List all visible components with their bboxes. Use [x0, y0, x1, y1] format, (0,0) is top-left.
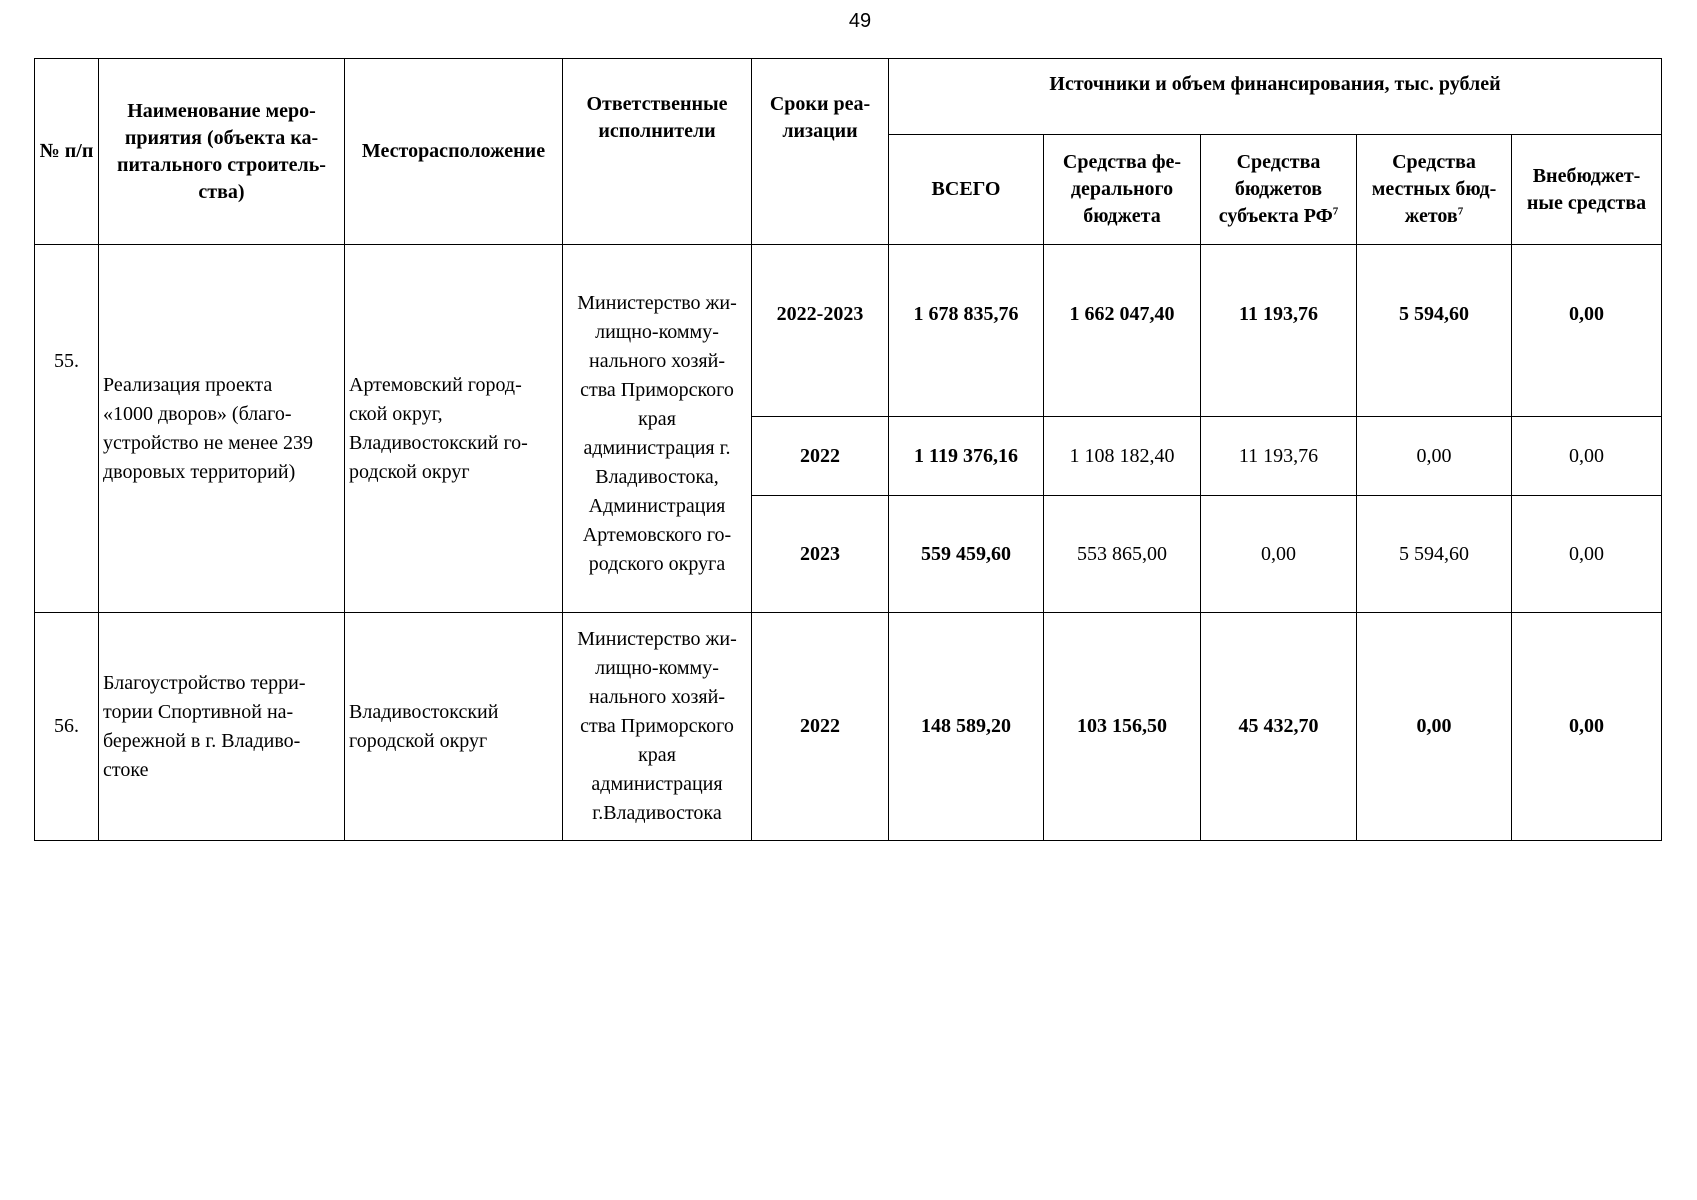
header-federal-line: дерального — [1070, 178, 1174, 200]
row-name-line: стоке — [103, 758, 149, 781]
row-name-line: устройство не менее 239 — [103, 431, 314, 454]
header-local-text: жетов — [1404, 205, 1458, 227]
header-executors-line: исполнители — [598, 119, 716, 142]
header-name — [99, 59, 345, 245]
row-executors-line: лищно-комму- — [595, 657, 719, 679]
row-executors-line: Администрация — [588, 495, 726, 517]
cell-local: 0,00 — [1357, 417, 1512, 496]
header-total: ВСЕГО — [889, 135, 1044, 245]
row-executors-line: края — [638, 408, 676, 430]
row-num: 55. — [35, 245, 99, 613]
cell-period: 2022 — [752, 417, 889, 496]
cell-regional: 11 193,76 — [1201, 245, 1357, 417]
header-num: № п/п — [35, 59, 99, 245]
cell-extra: 0,00 — [1512, 245, 1662, 417]
cell-local: 5 594,60 — [1357, 496, 1512, 613]
row-name-line: дворовых территорий) — [103, 460, 296, 483]
cell-total: 1 119 376,16 — [889, 417, 1044, 496]
row-name-line: Реализация проекта — [103, 373, 273, 396]
cell-extra: 0,00 — [1512, 613, 1662, 841]
cell-period: 2022-2023 — [752, 245, 889, 417]
cell-federal: 553 865,00 — [1044, 496, 1201, 613]
row-executors-line: нального хозяй- — [589, 686, 725, 708]
row-num: 56. — [35, 613, 99, 841]
row-executors-line: Министерство жи- — [577, 628, 737, 650]
row-executors-line: ства Приморского — [580, 715, 734, 737]
row-executors-line: нального хозяй- — [589, 350, 725, 372]
header-federal — [1044, 135, 1201, 245]
cell-extra: 0,00 — [1512, 496, 1662, 613]
header-local — [1357, 135, 1512, 245]
header-federal-line: Средства фе- — [1062, 151, 1182, 173]
header-local-line: местных бюд- — [1371, 178, 1497, 200]
row-name-line: бережной в г. Владиво- — [103, 729, 301, 752]
row-executors-line: г.Владивостока — [592, 802, 722, 824]
row-location-line: родской округ — [349, 460, 470, 483]
page-number: 49 — [848, 10, 872, 32]
row-executors — [563, 245, 752, 613]
footnote-mark: 7 — [1457, 205, 1464, 218]
row-name — [99, 245, 345, 613]
header-regional-line: Средства — [1236, 151, 1321, 173]
cell-regional: 11 193,76 — [1201, 417, 1357, 496]
table-row — [35, 613, 1662, 841]
row-location-line: Владивостокский го- — [349, 431, 528, 454]
header-period — [752, 59, 889, 245]
cell-federal: 1 108 182,40 — [1044, 417, 1201, 496]
cell-local: 5 594,60 — [1357, 245, 1512, 417]
row-executors-line: Владивостока, — [595, 466, 719, 488]
header-local-line — [1361, 203, 1507, 230]
header-local-line: Средства — [1392, 151, 1476, 173]
cell-period: 2023 — [752, 496, 889, 613]
cell-extra: 0,00 — [1512, 417, 1662, 496]
header-period-line: Сроки реа- — [769, 92, 871, 115]
header-name-line: Наименование меро- — [127, 99, 316, 122]
row-name-line: тории Спортивной на- — [103, 700, 294, 723]
header-name-line: питального строитель- — [117, 153, 326, 176]
row-executors — [563, 613, 752, 841]
row-location-line: Артемовский город- — [349, 373, 522, 396]
cell-total: 1 678 835,76 — [889, 245, 1044, 417]
header-regional-text: субъекта РФ — [1218, 205, 1333, 227]
row-executors-line: лищно-комму- — [595, 321, 719, 343]
cell-total: 148 589,20 — [889, 613, 1044, 841]
row-executors-line: администрация г. — [583, 437, 731, 459]
header-extra — [1512, 135, 1662, 245]
row-executors-line: Министерство жи- — [577, 292, 737, 314]
header-regional-line: бюджетов — [1234, 178, 1323, 200]
table-row — [35, 245, 1662, 417]
cell-total: 559 459,60 — [889, 496, 1044, 613]
header-name-line: приятия (объекта ка- — [124, 126, 319, 149]
header-sources: Источники и объем финансирования, тыс. рублей — [889, 59, 1662, 135]
cell-local: 0,00 — [1357, 613, 1512, 841]
cell-period: 2022 — [752, 613, 889, 841]
header-regional-line — [1205, 203, 1352, 230]
header-period-line: лизации — [782, 119, 858, 142]
row-executors-line: ства Приморского — [580, 379, 734, 401]
row-location-line: Владивостокский — [349, 700, 499, 723]
cell-federal: 103 156,50 — [1044, 613, 1201, 841]
row-executors-line: родского округа — [588, 553, 726, 575]
row-name-line: «1000 дворов» (благо- — [103, 402, 292, 425]
header-extra-line: ные средства — [1526, 191, 1647, 214]
header-federal-line: бюджета — [1083, 205, 1161, 227]
row-location-line: городской округ — [349, 729, 488, 752]
row-executors-line: администрация — [591, 773, 723, 795]
header-regional — [1201, 135, 1357, 245]
row-name — [99, 613, 345, 841]
financing-table — [34, 58, 1662, 841]
header-row-1 — [35, 59, 1662, 135]
row-name-line: Благоустройство терри- — [103, 671, 306, 694]
footnote-mark: 7 — [1332, 205, 1339, 218]
header-location: Месторасположение — [345, 59, 563, 245]
header-name-line: ства) — [198, 180, 245, 203]
header-extra-line: Внебюджет- — [1532, 164, 1641, 187]
row-executors-line: Артемовского го- — [582, 524, 732, 546]
cell-federal: 1 662 047,40 — [1044, 245, 1201, 417]
cell-regional: 45 432,70 — [1201, 613, 1357, 841]
row-executors-line: края — [638, 744, 676, 766]
cell-regional: 0,00 — [1201, 496, 1357, 613]
header-executors — [563, 59, 752, 245]
row-location-line: ской округ, — [349, 402, 443, 425]
row-location — [345, 613, 563, 841]
row-location — [345, 245, 563, 613]
header-executors-line: Ответственные — [586, 92, 728, 115]
